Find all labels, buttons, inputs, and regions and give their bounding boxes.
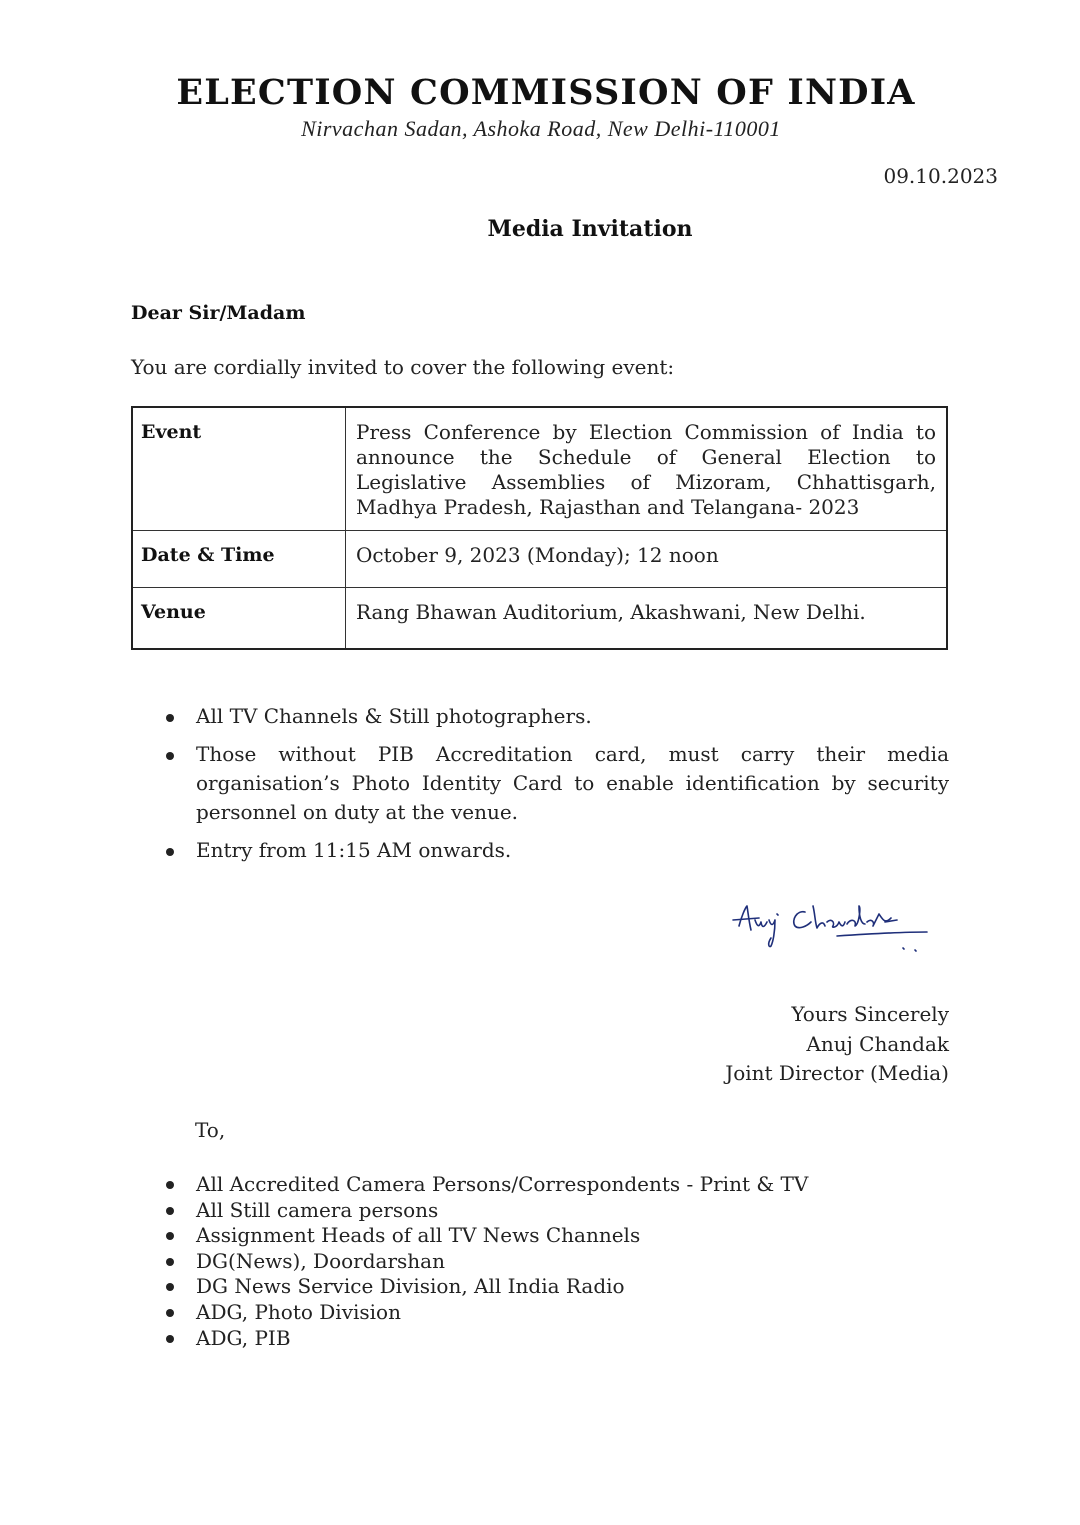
note-text: Those without PIB Accreditation card, must carry their media organisation’s Photo Identity Card to enable identification by security personnel on duty at the venue.: [196, 742, 949, 824]
recipient-text: ADG, PIB: [196, 1325, 291, 1350]
notes-list: [163, 702, 949, 874]
table-row: [132, 407, 947, 531]
list-item: [163, 1172, 808, 1198]
list-item: [163, 702, 949, 731]
bullet-icon: [166, 1207, 174, 1215]
recipient-text: ADG, Photo Division: [196, 1299, 401, 1324]
bullet-icon: [166, 1181, 174, 1189]
handwritten-signature: [727, 898, 937, 958]
event-value: Press Conference by Election Commission of India to announce the Schedule of General Election to Legislative Assemblies of Mizoram, Chhattisgarh, Madhya Pradesh, Rajasthan and Telangana- 2023: [346, 407, 948, 531]
intro-text: You are cordially invited to cover the following event:: [131, 355, 675, 379]
recipient-text: DG News Service Division, All India Radio: [196, 1274, 625, 1299]
note-text: Entry from 11:15 AM onwards.: [196, 838, 512, 862]
bullet-icon: [166, 848, 174, 856]
bullet-icon: [166, 1258, 174, 1266]
bullet-icon: [166, 1309, 174, 1317]
recipient-text: Assignment Heads of all TV News Channels: [196, 1223, 641, 1248]
organization-address: Nirvachan Sadan, Ashoka Road, New Delhi-110001: [301, 116, 781, 141]
salutation: Dear Sir/Madam: [131, 302, 306, 324]
list-item: [163, 740, 949, 827]
to-label: To,: [195, 1118, 226, 1142]
closing-block: [725, 1000, 949, 1089]
recipient-text: DG(News), Doordarshan: [196, 1248, 445, 1273]
venue-value: Rang Bhawan Auditorium, Akashwani, New Delhi.: [346, 588, 948, 650]
recipient-text: All Accredited Camera Persons/Correspondents - Print & TV: [196, 1172, 809, 1196]
list-item: [163, 1326, 808, 1352]
table-row: [132, 531, 947, 588]
table-row: [132, 588, 947, 650]
organization-title: ELECTION COMMISSION OF INDIA: [176, 72, 916, 113]
list-item: [163, 1274, 808, 1300]
letter-subject: Media Invitation: [487, 216, 693, 242]
date-time-value: October 9, 2023 (Monday); 12 noon: [346, 531, 948, 588]
list-item: [163, 836, 949, 865]
closing-phrase: Yours Sincerely: [791, 1002, 949, 1026]
bullet-icon: [166, 1232, 174, 1240]
list-item: [163, 1249, 808, 1275]
bullet-icon: [166, 714, 174, 722]
letter-date: 09.10.2023: [883, 164, 998, 188]
signatory-designation: Joint Director (Media): [725, 1061, 949, 1085]
venue-label: Venue: [132, 588, 346, 650]
note-text: All TV Channels & Still photographers.: [196, 704, 592, 728]
bullet-icon: [166, 752, 174, 760]
event-details-table: [131, 406, 948, 650]
bullet-icon: [166, 1335, 174, 1343]
recipients-list: [163, 1172, 808, 1351]
event-label: Event: [132, 407, 346, 531]
recipient-text: All Still camera persons: [196, 1197, 439, 1222]
list-item: [163, 1198, 808, 1224]
bullet-icon: [166, 1283, 174, 1291]
signatory-name: Anuj Chandak: [806, 1031, 949, 1056]
list-item: [163, 1300, 808, 1326]
list-item: [163, 1223, 808, 1249]
date-time-label: Date & Time: [132, 531, 346, 588]
